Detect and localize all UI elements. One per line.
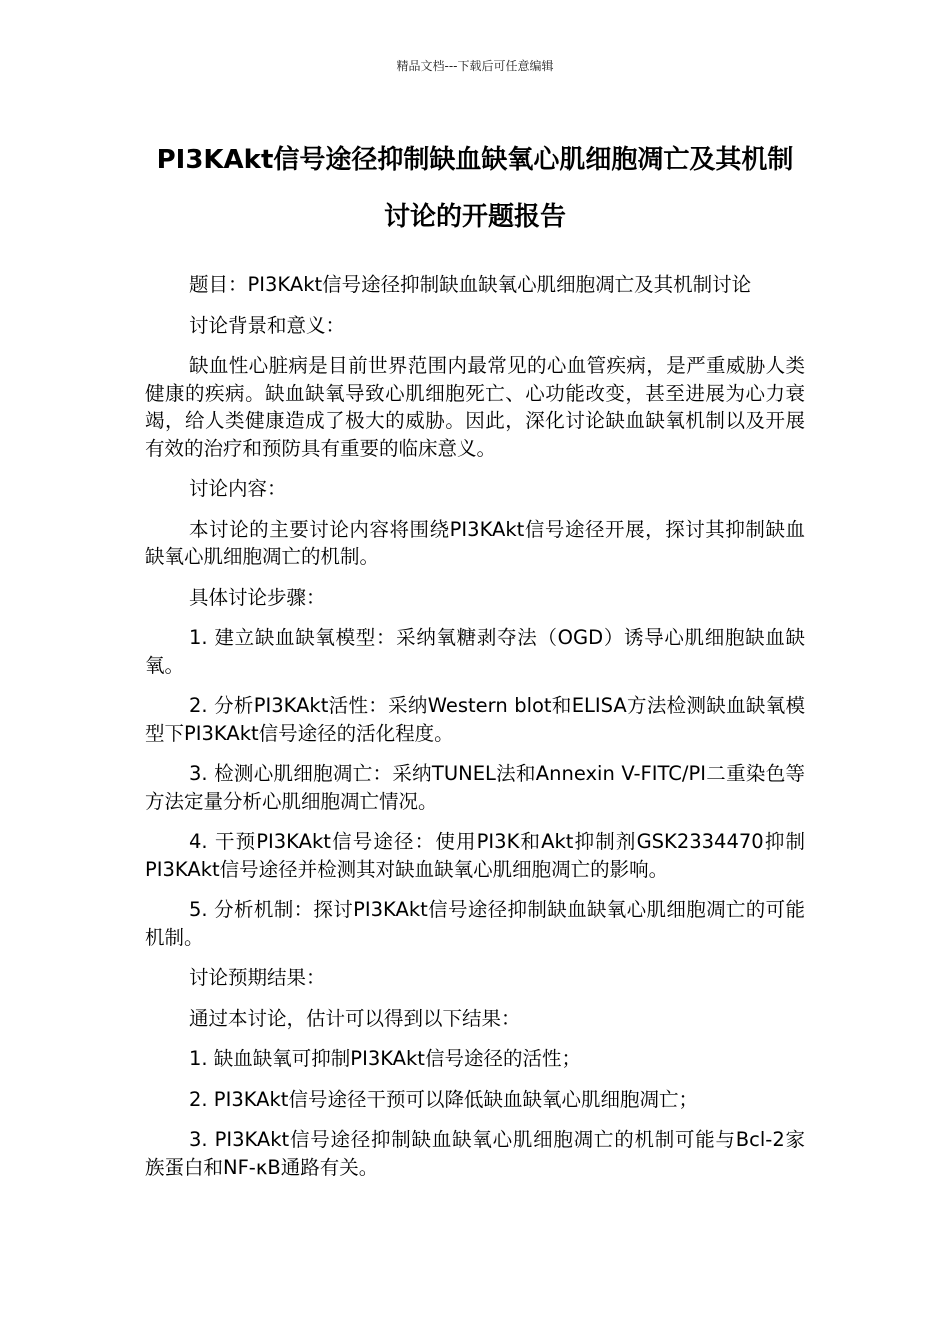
paragraph-topic: 题目：PI3KAkt信号途径抑制缺血缺氧心肌细胞凋亡及其机制讨论	[189, 273, 752, 296]
heading-background: 讨论背景和意义：	[189, 313, 346, 337]
step-item: 2. 分析PI3KAkt活性：采纳Western blot和ELISA方法检测缺血缺氧模型下PI3KAkt信号途径的活化程度。	[145, 694, 805, 745]
step-item: 3. 检测心肌细胞凋亡：采纳TUNEL法和Annexin V-FITC/PI二重染色等方法定量分析心肌细胞凋亡情况。	[145, 762, 805, 813]
step-item: 1. 建立缺血缺氧模型：采纳氧糖剥夺法（OGD）诱导心肌细胞缺血缺氧。	[145, 626, 805, 677]
page-header: 精品文档---下载后可任意编辑	[396, 59, 554, 73]
result-item: 3. PI3KAkt信号途径抑制缺血缺氧心肌细胞凋亡的机制可能与Bcl-2家族蛋白和NF-κB通路有关。	[145, 1128, 805, 1179]
heading-steps: 具体讨论步骤：	[189, 585, 326, 609]
heading-expected-results: 讨论预期结果：	[189, 966, 326, 989]
step-item: 5. 分析机制：探讨PI3KAkt信号途径抑制缺血缺氧心肌细胞凋亡的可能机制。	[145, 898, 805, 949]
document-body	[145, 271, 805, 1194]
result-item: 1. 缺血缺氧可抑制PI3KAkt信号途径的活性；	[189, 1047, 581, 1070]
step-item: 4. 干预PI3KAkt信号途径：使用PI3K和Akt抑制剂GSK2334470抑制PI3KAkt信号途径并检测其对缺血缺氧心肌细胞凋亡的影响。	[145, 830, 805, 881]
result-item: 2. PI3KAkt信号途径干预可以降低缺血缺氧心肌细胞凋亡；	[189, 1087, 698, 1111]
paragraph-background: 缺血性心脏病是目前世界范围内最常见的心血管疾病，是严重威胁人类健康的疾病。缺血缺氧导致心肌细胞死亡、心功能改变，甚至进展为心力衰竭，给人类健康造成了极大的威胁。因此，深化讨论缺血缺氧机制以及开展有效的治疗和预防具有重要的临床意义。	[145, 354, 805, 460]
paragraph-content: 本讨论的主要讨论内容将围绕PI3KAkt信号途径开展，探讨其抑制缺血缺氧心肌细胞凋亡的机制。	[145, 517, 805, 568]
document-title: PI3KAkt信号途径抑制缺血缺氧心肌细胞凋亡及其机制讨论的开题报告	[156, 145, 794, 232]
paragraph-expected-intro: 通过本讨论，估计可以得到以下结果：	[189, 1006, 521, 1030]
heading-content: 讨论内容：	[189, 477, 287, 500]
